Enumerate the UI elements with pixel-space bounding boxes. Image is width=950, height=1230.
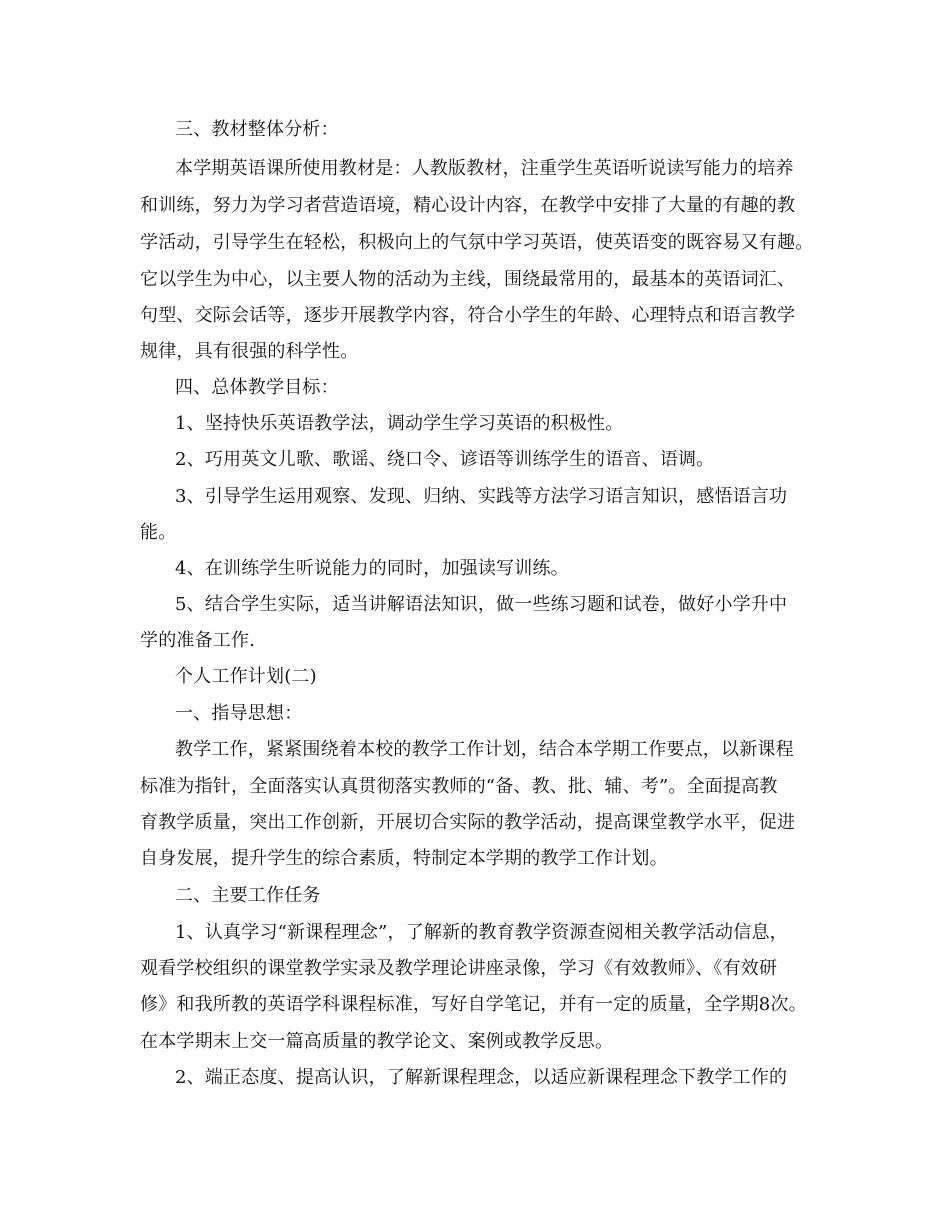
list-item-continuation: 观看学校组织的课堂教学实录及教学理论讲座录像，学习《有效教师》、《有效研 [140, 958, 778, 979]
section-heading-textbook-analysis: 三、教材整体分析： [175, 119, 339, 140]
paragraph-line: 句型、交际会话等，逐步开展教学内容，符合小学生的年龄、心理特点和语言教学 [140, 305, 796, 326]
list-item-continuation: 能。 [140, 522, 177, 543]
subtitle-work-plan-two: 个人工作计划(二) [175, 666, 317, 687]
paragraph-line: 标准为指针，全面落实认真贯彻落实教师的“备、教、批、辅、考”。全面提高教 [140, 776, 778, 797]
list-item: 2、端正态度、提高认识，了解新课程理念，以适应新课程理念下教学工作的 [175, 1067, 788, 1088]
list-item: 2、巧用英文儿歌、歌谣、绕口令、谚语等训练学生的语音、语调。 [175, 449, 715, 470]
list-item: 1、认真学习“新课程理念”，了解新的教育教学资源查阅相关教学活动信息， [175, 922, 788, 943]
list-item: 5、结合学生实际，适当讲解语法知识，做一些练习题和试卷，做好小学升中 [175, 594, 788, 615]
list-item-continuation: 学的准备工作. [140, 630, 256, 651]
paragraph-line: 教学工作，紧紧围绕着本校的教学工作计划，结合本学期工作要点，以新课程 [175, 739, 794, 760]
paragraph-line: 本学期英语课所使用教材是：人教版教材，注重学生英语听说读写能力的培养 [175, 158, 794, 179]
paragraph-line: 自身发展，提升学生的综合素质，特制定本学期的教学工作计划。 [140, 848, 668, 869]
paragraph-line: 育教学质量，突出工作创新，开展切合实际的教学活动，提高课堂教学水平，促进 [140, 812, 796, 833]
list-item-continuation: 在本学期末上交一篇高质量的教学论文、案例或教学反思。 [140, 1031, 614, 1052]
paragraph-line: 规律，具有很强的科学性。 [140, 341, 359, 362]
list-item: 3、引导学生运用观察、发现、归纳、实践等方法学习语言知识，感悟语言功 [175, 486, 788, 507]
list-item: 1、坚持快乐英语教学法，调动学生学习英语的积极性。 [175, 413, 624, 434]
section-heading-teaching-goals: 四、总体教学目标： [175, 377, 339, 398]
section-heading-guiding-ideas: 一、指导思想： [175, 703, 303, 724]
section-heading-main-tasks: 二、主要工作任务 [175, 885, 321, 906]
list-item: 4、在训练学生听说能力的同时，加强读写训练。 [175, 558, 569, 579]
list-item-continuation: 修》和我所教的英语学科课程标准，写好自学笔记，并有一定的质量，全学期8次。 [140, 994, 807, 1015]
paragraph-line: 它以学生为中心，以主要人物的活动为主线，围绕最常用的，最基本的英语词汇、 [140, 269, 796, 290]
paragraph-line: 学活动，引导学生在轻松，积极向上的气氛中学习英语，使英语变的既容易又有趣。 [140, 232, 814, 253]
paragraph-line: 和训练，努力为学习者营造语境，精心设计内容，在教学中安排了大量的有趣的教 [140, 195, 796, 216]
